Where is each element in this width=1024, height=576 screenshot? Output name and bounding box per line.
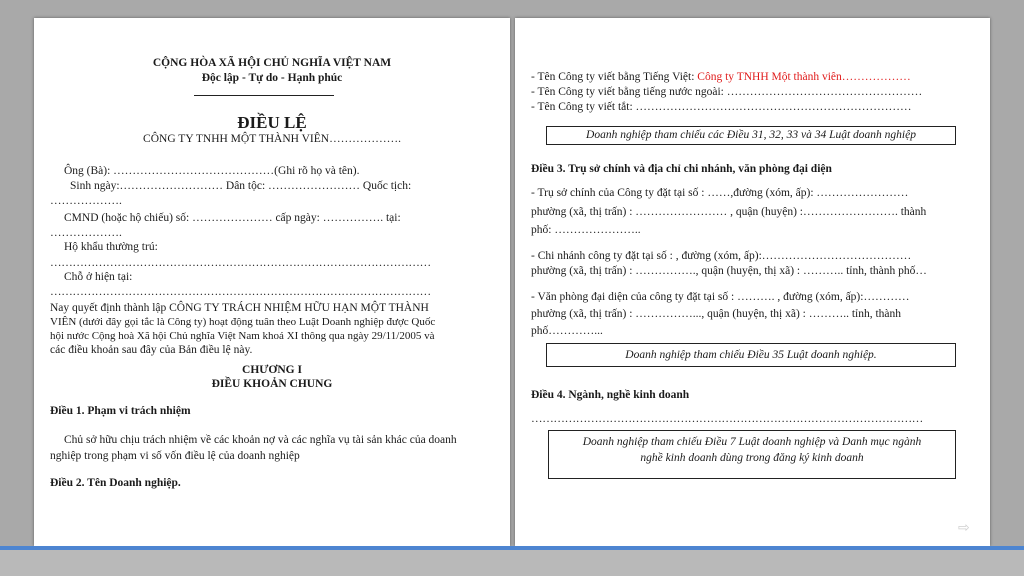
paragraph-line: hội nước Cộng hoà Xã hội Chủ nghĩa Việt Nam khoá XI thông qua ngày 29/11/2005 và <box>50 330 435 342</box>
article-3-heading: Điều 3. Trụ sở chính và địa chỉ chi nhánh, văn phòng đại diện <box>531 163 832 175</box>
id-card-line: CMND (hoặc hộ chiếu) số: ………………… cấp ngày: ……………. tại: <box>64 212 401 224</box>
national-header: CỘNG HÒA XÃ HỘI CHỦ NGHĨA VIỆT NAM <box>152 57 392 69</box>
document-title: ĐIỀU LỆ <box>237 113 307 132</box>
document-page-right <box>515 18 990 546</box>
reference-box: Doanh nghiệp tham chiếu các Điều 31, 32, 33 và 34 Luật doanh nghiệp <box>546 126 956 145</box>
motto: Độc lập - Tự do - Hạnh phúc <box>201 72 343 84</box>
birth-line: Sinh ngày:……………………… Dân tộc: …………………… Quốc tịch: <box>70 180 412 192</box>
owner-name-line: Ông (Bà): ……………………………………(Ghi rõ họ và tên). <box>64 165 360 177</box>
dots-line: ………………. <box>50 227 122 239</box>
name-vietnamese-label: - Tên Công ty viết bằng Tiếng Việt: <box>531 71 698 83</box>
reference-box-line: nghề kinh doanh dùng trong đăng ký kinh doanh <box>640 452 864 464</box>
name-foreign-line: - Tên Công ty viết bằng tiếng nước ngoài: …………………………………………… <box>531 86 923 98</box>
current-address-label: Chỗ ở hiện tại: <box>64 271 133 283</box>
name-vietnamese-value: Công ty TNHH Một thành viên……………… <box>697 71 911 83</box>
name-short-line: - Tên Công ty viết tắt: ……………………………………………………………… <box>531 101 912 113</box>
branch-line: phường (xã, thị trấn) : ……………., quận (huyện, thị xã) : ……….. tỉnh, thành phố… <box>531 265 927 277</box>
chapter-title: ĐIỀU KHOẢN CHUNG <box>211 378 333 390</box>
reference-box: Doanh nghiệp tham chiếu Điều 35 Luật doanh nghiệp. <box>546 343 956 367</box>
dots-line: ………………………………………………………………………………………… <box>50 257 431 269</box>
dots-line: ………………. <box>50 195 122 207</box>
article-2-heading: Điều 2. Tên Doanh nghiệp. <box>50 477 181 489</box>
branch-line: - Chi nhánh công ty đặt tại số : , đường (xóm, ấp):………………………………… <box>531 250 912 262</box>
article-1-text: Chủ sở hữu chịu trách nhiệm về các khoản nợ và các nghĩa vụ tài sản khác của doanh <box>64 434 457 446</box>
document-subtitle: CÔNG TY TNHH MỘT THÀNH VIÊN………………. <box>143 133 401 145</box>
head-office-line: phường (xã, thị trấn) : …………………… , quận (huyện) :……………………. thành <box>531 206 927 218</box>
dots-line: ………………………………………………………………………………………… <box>50 286 431 298</box>
paragraph-line: Nay quyết định thành lập CÔNG TY TRÁCH NHIỆM HỮU HẠN MỘT THÀNH <box>50 302 429 314</box>
head-office-line: - Trụ sở chính của Công ty đặt tại số : ……,đường (xóm, ấp): …………………… <box>531 187 909 199</box>
article-1-text: nghiệp trong phạm vi số vốn điều lệ của doanh nghiệp <box>50 450 300 462</box>
status-bar-accent <box>0 546 1024 550</box>
reference-box <box>548 430 956 479</box>
arrow-right-icon[interactable]: ⇨ <box>958 520 970 536</box>
dots-line: …………………………………………………………………………………………… <box>531 413 924 425</box>
paragraph-line: VIÊN (dưới đây gọi tắc là Công ty) hoạt động tuân theo Luật Doanh nghiệp được Quốc <box>50 316 436 328</box>
header-divider <box>194 95 334 96</box>
head-office-line: phố: ………………….. <box>531 224 641 236</box>
status-bar <box>0 546 1024 576</box>
office-line: - Văn phòng đại diện của công ty đặt tại số : ………. , đường (xóm, ấp):………… <box>531 291 910 303</box>
chapter-number: CHƯƠNG I <box>242 364 302 376</box>
office-line: phố…………... <box>531 325 603 337</box>
paragraph-line: các điều khoản sau đây của Bản điều lệ này. <box>50 344 253 356</box>
article-4-heading: Điều 4. Ngành, nghề kinh doanh <box>531 389 690 401</box>
article-1-heading: Điều 1. Phạm vi trách nhiệm <box>50 405 191 417</box>
document-page-left <box>34 18 510 546</box>
reference-box-line: Doanh nghiệp tham chiếu Điều 7 Luật doanh nghiệp và Danh mục ngành <box>582 436 922 448</box>
residence-label: Hộ khẩu thường trú: <box>64 241 158 253</box>
name-vietnamese-line <box>531 70 911 84</box>
office-line: phường (xã, thị trấn) : ……………..., quận (huyện, thị xã) : ……….. tỉnh, thành <box>531 308 902 320</box>
